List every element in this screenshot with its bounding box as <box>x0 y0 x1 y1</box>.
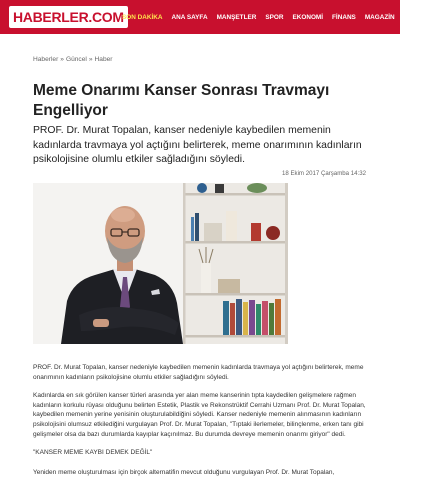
nav-item-dunya[interactable]: DÜNYA <box>403 13 426 21</box>
article-hero-image <box>33 183 288 344</box>
nav-item-magazin[interactable]: MAGAZİN <box>364 13 395 21</box>
breadcrumb-item-haber: Haber <box>94 56 113 63</box>
site-logo-text[interactable]: HABERLER.COM <box>13 9 124 25</box>
nav-item-son-dakika[interactable]: SON DAKİKA <box>122 13 163 21</box>
main-nav <box>122 0 435 34</box>
article-title: Meme Onarımı Kanser Sonrası Travmayı Engelliyor <box>33 82 330 119</box>
article-body <box>33 363 368 486</box>
body-paragraph-1: PROF. Dr. Murat Topalan, kanser nedeniyle kaybedilen memenin kadınlarda travmaya yol açtığını belirterek, meme onarımının kadınların psikolojisine olumlu etkiler sağladığını söyledi. <box>33 364 364 381</box>
breadcrumb <box>33 56 113 63</box>
doctor-portrait-photo <box>33 183 288 344</box>
nav-item-finans[interactable]: FİNANS <box>332 13 356 21</box>
body-paragraph-2: Kadınlarda en sık görülen kanser türleri arasında yer alan meme kanserinin tıpta kaydedilen gelişmelere rağmen kadınların korkulu rüyası olduğunu belirten Estetik, Plastik ve Rekonstrüktif Cerrahi Uzmanı Prof. Dr. Murat Topalan, kaybedilen memenin yerine yenisinin oluşturulabildiğini söyledi. Kanser nedeniyle memenin alınmasının kadınların psikolojisini olumsuz etkilediğini vurgulayan Prof. Dr. Murat Topalan, "Tıptaki ilerlemeler, bilinçlenme, erken tanı gibi gelişmeler olsa da bazı durumlarda kayıplar kaçınılmaz. Bu durumda devreye memenin onarımı giriyor" dedi. <box>33 392 366 438</box>
body-subheading: "KANSER MEME KAYBI DEMEK DEĞİL" <box>33 449 153 457</box>
nav-item-ana-sayfa[interactable]: ANA SAYFA <box>171 13 208 21</box>
breadcrumb-separator: » <box>88 56 93 63</box>
article-lead: PROF. Dr. Murat Topalan, kanser nedeniyle kaybedilen memenin kadınlarda travmaya yol açtığını belirterek, meme onarımının kadınların psikolojisine olumlu etkiler sağladığını söyledi. <box>33 125 362 165</box>
site-logo[interactable] <box>9 6 128 28</box>
body-paragraph-3: Yeniden meme oluşturulması için birçok alternatifin mevcut olduğunu vurgulayan Prof. Dr. Murat Topalan, <box>33 468 335 476</box>
publish-date: 18 Ekim 2017 Çarşamba 14:32 <box>281 170 366 177</box>
breadcrumb-item-haberler[interactable]: Haberler <box>33 56 59 63</box>
nav-item-spor[interactable]: SPOR <box>265 13 284 21</box>
breadcrumb-item-guncel[interactable]: Güncel <box>65 56 87 63</box>
top-navigation-bar <box>0 0 426 34</box>
nav-item-ekonomi[interactable]: EKONOMİ <box>292 13 324 21</box>
breadcrumb-separator: » <box>60 56 64 63</box>
nav-item-mansetler[interactable]: MANŞETLER <box>216 13 257 21</box>
